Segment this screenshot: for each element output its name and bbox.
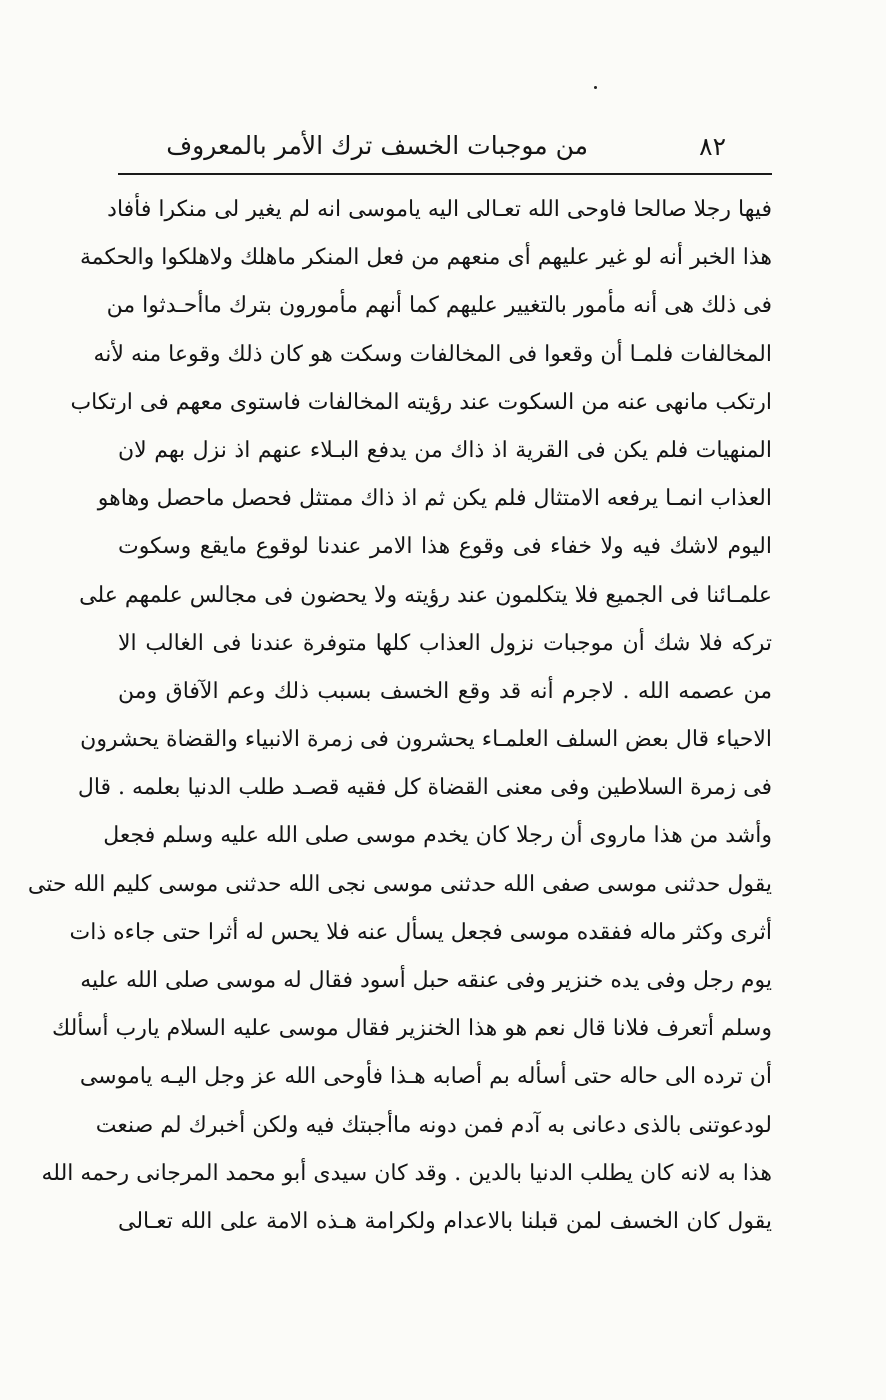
- text-line: ارتكب مانهى عنه من السكوت عند رؤيته المخالفات فاستوى معهم فى ارتكاب: [70, 389, 772, 415]
- text-line: أن ترده الى حاله حتى أسأله بم أصابه هـذا فأوحى الله عز وجل اليـه ياموسى: [79, 1064, 772, 1090]
- text-line: تركه فلا شك أن موجبات نزول العذاب كلها متوفرة عندنا فى الغالب الا: [118, 630, 772, 656]
- page-number: ٨٢: [699, 132, 726, 161]
- text-line: وأشد من هذا ماروى أن رجلا كان يخدم موسى صلى الله عليه وسلم فجعل: [103, 823, 772, 849]
- page-header: [118, 124, 772, 170]
- text-line: من عصمه الله . لاجرم أنه قد وقع الخسف بسبب ذلك وعم الآفاق ومن: [118, 678, 772, 704]
- text-line: فى زمرة السلاطين وفى معنى القضاة كل فقيه قصـد طلب الدنيا بعلمه . قال: [77, 775, 772, 801]
- text-line: لودعوتنى بالذى دعانى به آدم فمن دونه ماأجبتك فيه ولكن أخبرك لم صنعت: [95, 1112, 772, 1138]
- body-text: [27, 186, 772, 1246]
- print-speck: [594, 86, 597, 89]
- text-line: الاحياء قال بعض السلف العلمـاء يحشرون فى زمرة الانبياء والقضاة يحشرون: [80, 727, 772, 753]
- text-line: أثرى وكثر ماله ففقده موسى فجعل يسأل عنه فلا يحس له أثرا حتى جاءه ذات: [69, 919, 772, 945]
- header-rule: [118, 173, 772, 175]
- text-line: يقول حدثنى موسى صفى الله حدثنى موسى نجى الله حدثنى موسى كليم الله حتى: [27, 871, 772, 897]
- text-line: هذا الخبر أنه لو غير عليهم أى منعهم من فعل المنكر ماهلك ولاهلكوا والحكمة: [79, 245, 772, 271]
- text-line: العذاب انمـا يرفعه الامتثال فلم يكن ثم اذ ذاك ممتثل فحصل ماحصل وهاهو: [97, 486, 772, 512]
- text-line: وسلم أتعرف فلانا قال نعم هو هذا الخنزير فقال موسى عليه السلام يارب أسألك: [52, 1016, 772, 1042]
- text-line: هذا به لانه كان يطلب الدنيا بالدين . وقد كان سيدى أبو محمد المرجانى رحمه الله: [41, 1160, 772, 1186]
- text-line: فيها رجلا صالحا فاوحى الله تعـالى اليه ياموسى انه لم يغير لى منكرا فأفاد: [107, 197, 772, 222]
- text-line: يوم رجل وفى يده خنزير وفى عنقه حبل أسود فقال له موسى صلى الله عليه: [80, 968, 772, 993]
- text-line: المخالفات فلمـا أن وقعوا فى المخالفات وسكت هو كان ذلك وقوعا منه لأنه: [93, 341, 772, 367]
- text-line: اليوم لاشك فيه ولا خفاء فى وقوع هذا الامر عندنا لوقوع مايقع وسكوت: [118, 534, 772, 560]
- text-line: المنهيات فلم يكن فى القرية اذ ذاك من يدفع البـلاء عنهم اذ نزل بهم لان: [118, 437, 772, 463]
- text-line: يقول كان الخسف لمن قبلنا بالاعدام ولكرامة هـذه الامة على الله تعـالى: [118, 1208, 772, 1234]
- text-line: علمـائنا فى الجميع فلا يتكلمون عند رؤيته ولا يحضون فى مجالس علمهم على: [79, 582, 772, 608]
- text-line: فى ذلك هى أنه مأمور بالتغيير عليهم كما أنهم مأمورون بترك ماأحـدثوا من: [106, 293, 772, 319]
- running-title: من موجبات الخسف ترك الأمر بالمعروف: [166, 131, 588, 160]
